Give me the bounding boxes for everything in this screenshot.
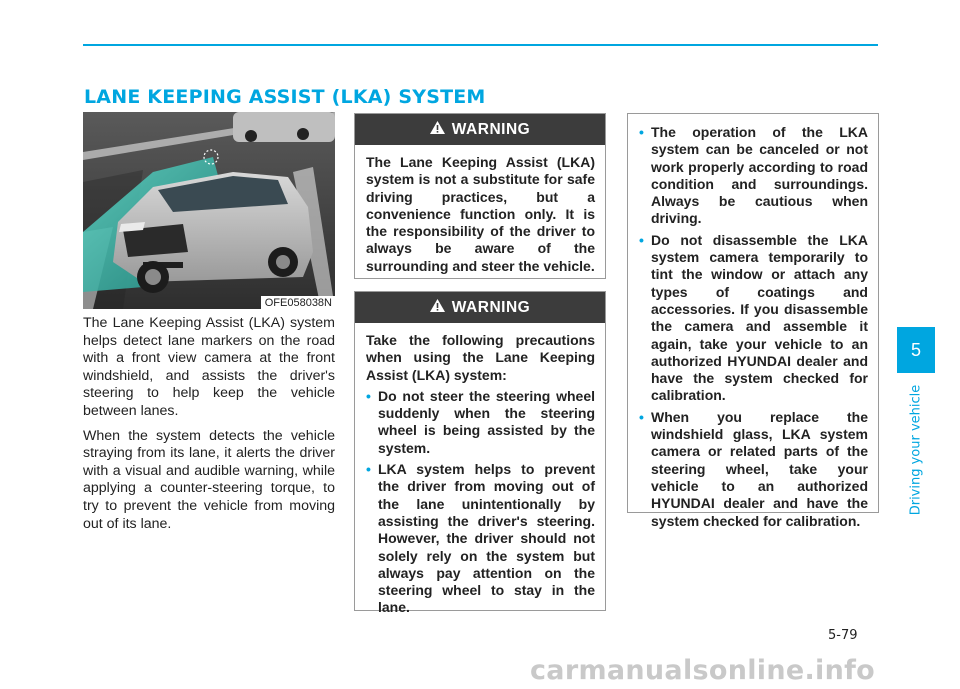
warning-bullet: • Do not disassemble the LKA system camera temporarily to tint the window or attach any types of coatings and accessories. If you disassemble the camera and assemble it again, take your vehicle to an authorized HYUNDAI dealer and have the system checked for calibration. xyxy=(639,232,868,405)
chapter-number: 5 xyxy=(910,339,921,360)
car-camera-illustration xyxy=(83,112,335,309)
section-title: LANE KEEPING ASSIST (LKA) SYSTEM xyxy=(84,86,486,108)
warning-heading: WARNING xyxy=(451,298,531,316)
warning-body xyxy=(628,114,878,530)
chapter-name: Driving your vehicle xyxy=(908,384,924,516)
warning-bullet: • When you replace the windshield glass, LKA system camera or related parts of the steering wheel, take your vehicle to an authorized HYUNDAI dealer and have the system checked for calibration. xyxy=(639,409,868,530)
warning-header xyxy=(355,292,605,323)
warning-triangle-icon xyxy=(430,121,445,139)
figure-code: OFE058038N xyxy=(261,296,335,309)
warning-body xyxy=(355,323,605,617)
warning-text: The Lane Keeping Assist (LKA) system is not a substitute for safe driving practices, but a convenience function only. It is the responsibility of the driver to always be aware of the surrounding and steer the vehicle. xyxy=(366,154,595,274)
warning-intro: Take the following precautions when using the Lane Keeping Assist (LKA) system: xyxy=(366,332,595,383)
warning-box-1 xyxy=(354,113,606,279)
warning-triangle-icon xyxy=(430,299,445,317)
warning-header xyxy=(355,114,605,145)
warning-box-3 xyxy=(627,113,879,529)
chapter-tab xyxy=(897,327,935,373)
watermark: carmanualsonline.info xyxy=(530,655,876,686)
warning-box-2 xyxy=(354,291,606,616)
intro-paragraph-1: The Lane Keeping Assist (LKA) system helps detect lane markers on the road with a front view camera at the front windshield, and assists the driver's steering to help keep the vehicle between lanes. xyxy=(83,315,335,419)
chapter-label xyxy=(888,384,944,516)
intro-text xyxy=(83,315,335,540)
warning-heading: WARNING xyxy=(451,120,531,138)
warning-bullet: • Do not steer the steering wheel suddenly when the steering wheel is being assisted by the system. xyxy=(366,388,595,457)
warning-bullet: • The operation of the LKA system can be canceled or not work properly according to road condition and surroundings. Always be cautious when driving. xyxy=(639,124,868,228)
page-number: 5-79 xyxy=(828,628,858,643)
lka-illustration xyxy=(83,112,335,309)
warning-bullet: • LKA system helps to prevent the driver from moving out of the lane unintentionally by assisting the driver's steering. However, the driver should not solely rely on the system but always pay attention on the steering wheel to stay in the lane. xyxy=(366,461,595,617)
top-rule xyxy=(83,44,878,46)
intro-paragraph-2: When the system detects the vehicle straying from its lane, it alerts the driver with a visual and audible warning, while applying a counter-steering torque, to try to prevent the vehicle from moving out of its lane. xyxy=(83,427,335,532)
warning-body xyxy=(355,145,605,275)
